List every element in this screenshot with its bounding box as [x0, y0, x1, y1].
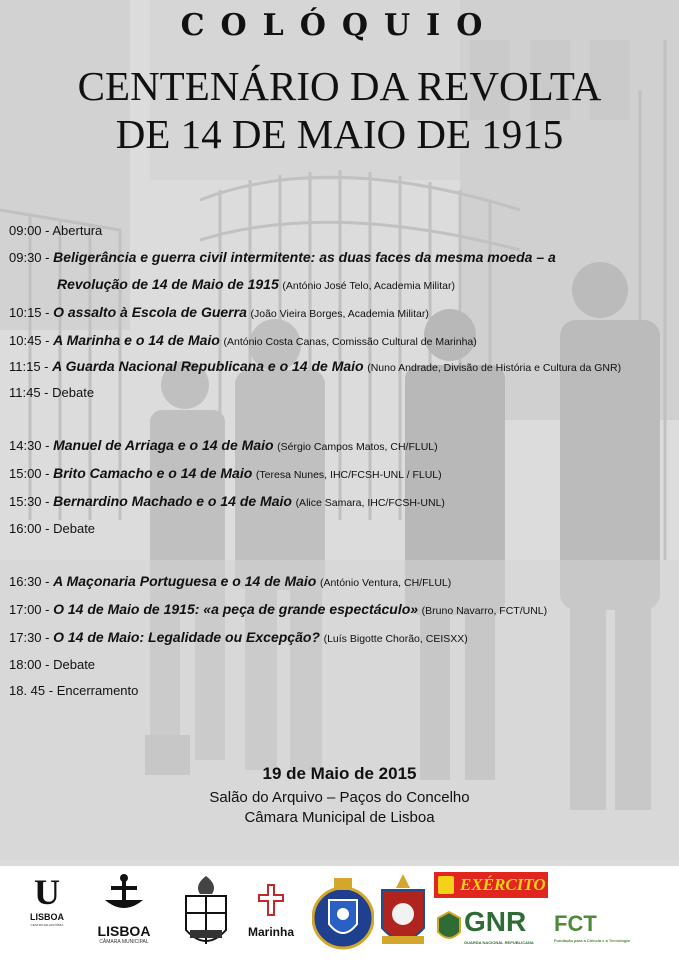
speaker: (Alice Samara, IHC/FCSH-UNL) [295, 497, 445, 509]
talk-title: Manuel de Arriaga e o 14 de Maio [53, 437, 274, 453]
program-item [9, 380, 679, 406]
fct-name: FCT [554, 911, 597, 936]
program-item [9, 218, 679, 244]
talk-title: Revolução de 14 de Maio de 1915 [57, 276, 279, 292]
ship-icon [99, 872, 149, 918]
time: 14:30 - [9, 438, 50, 453]
lisboa-cm-logo [92, 872, 156, 956]
plain: Abertura [52, 223, 103, 238]
speaker: (João Vieira Borges, Academia Militar) [250, 308, 429, 320]
talk-title: A Guarda Nacional Republicana e o 14 de Maio [52, 358, 364, 374]
program-item [9, 516, 679, 542]
time: 11:15 - [9, 359, 49, 374]
page-title [0, 62, 679, 158]
program-item [9, 299, 679, 327]
time: 09:00 - [9, 223, 50, 238]
program-item [9, 244, 679, 271]
lisboa-cm-name: LISBOA [97, 923, 151, 939]
talk-title: Beligerância e guerra civil intermitente: as duas faces da mesma moeda – a [53, 249, 556, 265]
program-item [9, 460, 679, 488]
program-item [9, 355, 679, 380]
fct-logo [554, 912, 674, 956]
program-schedule [9, 218, 679, 704]
program-item [9, 624, 679, 652]
time: 17:30 - [9, 630, 50, 645]
spacer [9, 406, 679, 432]
lisboa-cm-sub: CÂMARA MUNICIPAL [99, 939, 149, 945]
speaker: (Luís Bigotte Chorão, CEISXX) [323, 633, 468, 645]
talk-title: Brito Camacho e o 14 de Maio [53, 465, 253, 481]
speaker: (Teresa Nunes, IHC/FCSH-UNL / FLUL) [255, 469, 442, 481]
program-item [9, 432, 679, 460]
gnr-sub: GUARDA NACIONAL REPUBLICANA [464, 940, 534, 945]
time: 16:30 - [9, 574, 50, 589]
talk-title: A Maçonaria Portuguesa e o 14 de Maio [53, 573, 317, 589]
talk-title: Bernardino Machado e o 14 de Maio [53, 493, 292, 509]
time: 16:00 - [9, 521, 50, 536]
time: 17:00 - [9, 602, 50, 617]
lisboa-archive-mark: U [34, 872, 60, 912]
sponsor-logos [0, 866, 679, 960]
time: 11:45 - [9, 385, 49, 400]
cross-icon [256, 880, 286, 920]
talk-title: A Marinha e o 14 de Maio [53, 332, 220, 348]
time: 18:00 - [9, 657, 50, 672]
time: 15:00 - [9, 466, 50, 481]
venue-block [0, 760, 679, 828]
plain: Encerramento [56, 683, 139, 698]
talk-title: O 14 de Maio: Legalidade ou Excepção? [53, 629, 320, 645]
program-item [9, 327, 679, 355]
exercito-logo [434, 872, 548, 898]
marinha-logo [246, 880, 296, 956]
speaker: (Bruno Navarro, FCT/UNL) [421, 605, 548, 617]
plain: Debate [53, 521, 96, 536]
plain: Debate [52, 385, 95, 400]
commission-crest-icon [312, 874, 374, 956]
program-item [9, 271, 679, 299]
time: 10:45 - [9, 333, 50, 348]
marinha-name: Marinha [247, 925, 294, 939]
program-item [9, 652, 679, 678]
time: 18. 45 - [9, 683, 54, 698]
lisboa-archive-logo [22, 872, 72, 956]
speaker: (Sérgio Campos Matos, CH/FLUL) [277, 441, 438, 453]
program-item [9, 678, 679, 704]
fct-sub: Fundação para a Ciência e a Tecnologia [554, 938, 630, 943]
program-item [9, 568, 679, 596]
exercito-emblem-icon [438, 876, 454, 894]
title-line-1: CENTENÁRIO DA REVOLTA [77, 63, 602, 109]
spacer [9, 542, 679, 568]
gnr-badge-icon [436, 910, 462, 944]
gnr-name: GNR [464, 906, 527, 937]
talk-title: O 14 de Maio de 1915: «a peça de grande espectáculo» [53, 601, 419, 617]
speaker: (António José Telo, Academia Militar) [282, 280, 455, 292]
event-date: 19 de Maio de 2015 [262, 764, 417, 783]
military-crest-icon [376, 870, 430, 956]
time: 09:30 - [9, 250, 50, 265]
speaker: (António Costa Canas, Comissão Cultural de Marinha) [223, 336, 477, 348]
program-item [9, 488, 679, 516]
venue-line-2: Câmara Municipal de Lisboa [244, 809, 435, 826]
program-item [9, 596, 679, 624]
time: 15:30 - [9, 494, 50, 509]
speaker: (Nuno Andrade, Divisão de História e Cultura da GNR) [367, 362, 622, 374]
title-kicker: COLÓQUIO [180, 8, 499, 43]
plain: Debate [53, 657, 96, 672]
gnr-logo [434, 906, 550, 956]
lisboa-archive-name: LISBOA [29, 912, 64, 922]
heraldic-crest-icon [178, 872, 234, 956]
speaker: (António Ventura, CH/FLUL) [319, 577, 452, 589]
venue-line-1: Salão do Arquivo – Paços do Concelho [209, 789, 470, 806]
lisboa-archive-sub: CENTRO DE HISTÓRIA [30, 923, 64, 927]
title-line-2: DE 14 DE MAIO DE 1915 [115, 111, 564, 157]
time: 10:15 - [9, 305, 50, 320]
talk-title: O assalto à Escola de Guerra [53, 304, 247, 320]
exercito-name: EXÉRCITO [460, 875, 546, 894]
